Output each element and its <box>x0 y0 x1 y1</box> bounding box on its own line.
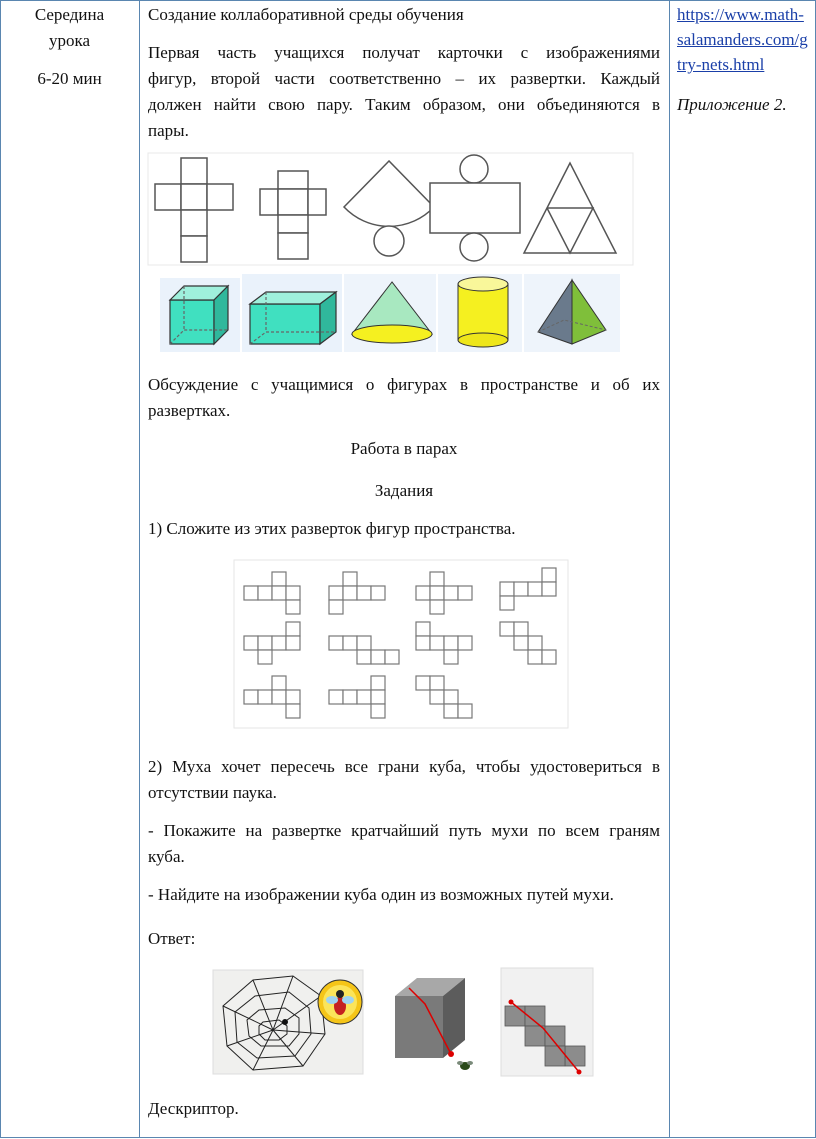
discussion-line-1: Обсуждение с учащимися о фигурах в пространстве и об их <box>148 375 660 394</box>
stage-time: 6-20 мин <box>37 69 102 88</box>
resource-link-line-2[interactable]: salamanders.com/g <box>677 30 808 49</box>
answer-label: Ответ: <box>148 929 196 948</box>
task-2-line-1: 2) Муха хочет пересечь все грани куба, чтобы удостовериться в <box>148 757 660 776</box>
intro-line-3: должен найти свою пару. Таким образом, они объединяются в <box>148 95 660 114</box>
task-1: 1) Сложите из этих разверток фигур пространства. <box>148 519 516 538</box>
col-border-2 <box>669 0 670 1137</box>
cuboid-solid-icon <box>250 292 336 344</box>
cube-solid-icon <box>170 286 228 344</box>
cube-nets-grid <box>234 560 568 728</box>
pair-work-heading: Работа в парах <box>350 439 458 458</box>
col-border-1 <box>139 0 140 1137</box>
intro-line-4: пары. <box>148 121 189 140</box>
nets-figure <box>148 153 633 265</box>
cylinder-solid-icon <box>458 277 508 347</box>
appendix-label: Приложение 2. <box>677 95 787 114</box>
intro-line-2: фигур, второй части соответственно – их развертки. Каждый <box>148 69 660 88</box>
bullet-1-line-1: - Покажите на развертке кратчайший путь мухи по всем граням <box>148 821 660 840</box>
table-bottom-border <box>0 1137 816 1138</box>
bullet-1-line-2: куба. <box>148 847 185 866</box>
tasks-heading: Задания <box>374 481 434 500</box>
resource-link-line-1[interactable]: https://www.math- <box>677 5 804 24</box>
descriptor-label: Дескриптор. <box>148 1099 239 1118</box>
answer-figure <box>213 966 595 1078</box>
discussion-line-2: развертках. <box>148 401 231 420</box>
resource-link-line-3[interactable]: try-nets.html <box>677 55 765 74</box>
cube-path-icon <box>385 970 493 1074</box>
solids-figure <box>160 272 623 354</box>
section-title: Создание коллаборативной среды обучения <box>148 5 464 24</box>
col-border-left <box>0 0 1 1137</box>
stage-label-1: Середина <box>34 5 105 24</box>
table-top-border <box>0 0 816 1</box>
bullet-2: - Найдите на изображении куба один из возможных путей мухи. <box>148 885 614 904</box>
stage-label-2: урока <box>48 31 91 50</box>
intro-line-1: Первая часть учащихся получат карточки с изображениями <box>148 43 660 62</box>
task-2-line-2: отсутствии паука. <box>148 783 277 802</box>
bee-icon <box>318 980 362 1024</box>
